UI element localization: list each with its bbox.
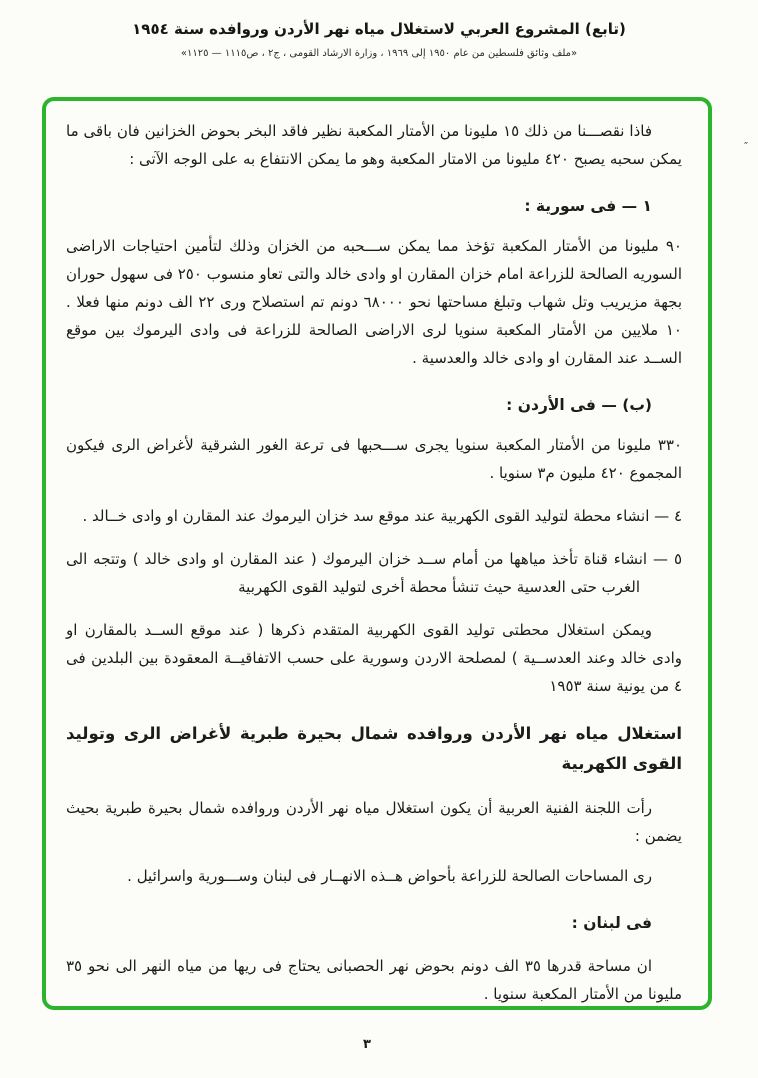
heading-syria: ١ — فى سورية : [524, 197, 652, 215]
paragraph-lebanon: ان مساحة قدرها ٣٥ الف دونم بحوض نهر الحصبانى يحتاج فى ريها من مياه النهر الى نحو ٣٥ مليونا من الأمتار المكعبة سنويا . [66, 957, 682, 1003]
paragraph-syria: ٩٠ مليونا من الأمتار المكعبة تؤخذ مما يمكن ســـحبه من الخزان وذلك لتأمين احتياجات الاراضى السوريه الصالحة للزراعة امام خزان المقارن او وادى خالد والتى تعاو منسوب ٢٥٠ فى سهول حوران بجهة مزيريب وتل شهاب وتبلغ مساحتها نحو ٦٨٠٠٠ دونم تم استصلاح ورى ٢٢ الف دونم منها فعلا . ١٠ ملايين من الأمتار المكعبة سنويا لرى الاراضى الصالحة للزراعة فى وادى اليرموك بين موقع الســد عند المقارن او وادى خالد والعدسية . [66, 237, 683, 367]
heading-lebanon: فى لبنان : [571, 914, 652, 932]
document-title: (تابع) المشروع العربي لاستغلال مياه نهر الأردن وروافده سنة ١٩٥٤ [132, 20, 626, 38]
scan-edge-mark: ″ [744, 140, 749, 153]
paragraph-jordan: ٣٣٠ مليونا من الأمتار المكعبة سنويا يجرى ســـحبها فى ترعة الغور الشرقية لأغراض الرى فيكون المجموع ٤٢٠ مليون م٣ سنويا . [66, 436, 682, 482]
heading-main-exploitation: استغلال مياه نهر الأردن وروافده شمال بحيرة طبرية لأغراض الرى وتوليد القوى الكهربية [66, 724, 682, 773]
paragraph-intro: فاذا نقصـــنا من ذلك ١٥ مليونا من الأمتار المكعبة نظير فاقد البخر بحوض الخزانين فان باقى ما يمكن سحبه يصبح ٤٢٠ مليونا من الامتار المكعبة وهو ما يمكن الانتفاع به على الوجه الآتى : [66, 122, 682, 168]
page-number: ٣ [363, 1037, 371, 1052]
list-item-4: ٤ — انشاء محطة لتوليد القوى الكهربية عند موقع سد خزان اليرموك عند المقارن او وادى خــالد . [82, 507, 682, 525]
heading-jordan: (ب) — فى الأردن : [506, 396, 652, 414]
source-citation: «ملف وثائق فلسطين من عام ١٩٥٠ إلى ١٩٦٩ ، وزارة الارشاد القومى ، ج٢ ، ص١١١٥ — ١١٢٥» [180, 48, 578, 59]
paragraph-irrigation: رى المساحات الصالحة للزراعة بأحواض هــذه الانهــار فى لبنان وســـورية واسرائيل . [127, 867, 652, 885]
paragraph-power-stations: ويمكن استغلال محطتى توليد القوى الكهربية المتقدم ذكرها ( عند موقع الســد بالمقارن او وادى خالد وعند العدســية ) لمصلحة الاردن وسورية على حسب الاتفاقيــة المعقودة بين البلدين فى ٤ من يونية سنة ١٩٥٣ [66, 621, 682, 695]
page-header [0, 20, 758, 59]
paragraph-committee: رأت اللجنة الفنية العربية أن يكون استغلال مياه نهر الأردن وروافده شمال بحيرة طبرية بحيث يضمن : [66, 799, 682, 845]
list-item-5: ٥ — انشاء قناة تأخذ مياهها من أمام ســد خزان اليرموك ( عند المقارن او وادى خالد ) وتتجه الى الغرب حتى العدسية حيث تنشأ محطة أخرى لتوليد القوى الكهربية [66, 550, 682, 596]
content-green-frame [42, 97, 712, 1010]
